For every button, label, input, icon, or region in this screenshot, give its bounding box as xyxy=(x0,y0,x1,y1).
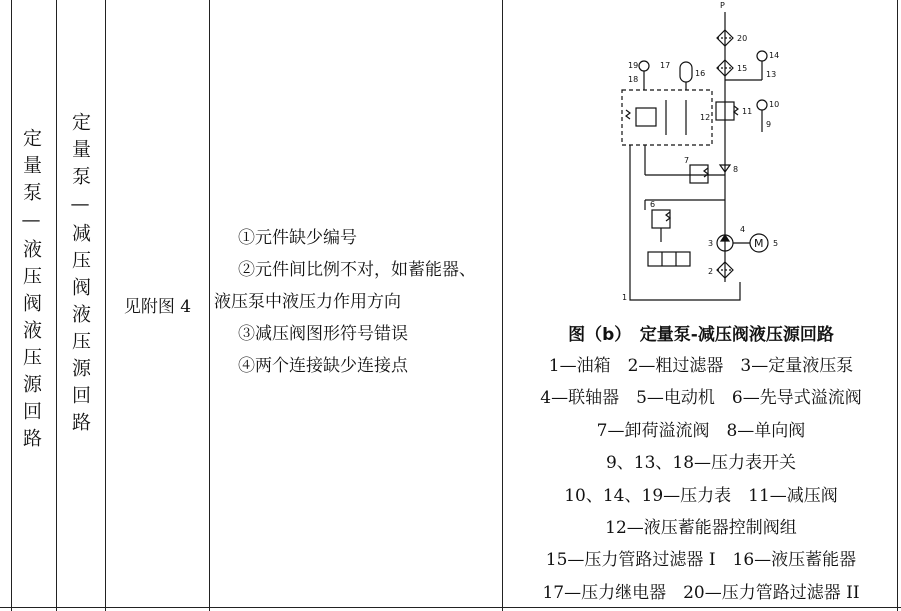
table-divider-3 xyxy=(209,0,210,611)
legend-line: 4—联轴器 5—电动机 6—先导式溢流阀 xyxy=(540,388,862,409)
diagram-label: 10 xyxy=(769,100,780,109)
figure-legend xyxy=(505,350,897,609)
relief-valve-symbol xyxy=(652,210,670,228)
diagram-label: 13 xyxy=(766,70,777,79)
legend-line: 10、14、19—压力表 11—减压阀 xyxy=(564,485,838,506)
hydraulic-circuit-diagram xyxy=(600,0,890,310)
diagram-label: 5 xyxy=(773,239,779,248)
diagram-label: 20 xyxy=(737,34,748,43)
motor-letter: M xyxy=(754,237,764,250)
legend-line: 1—油箱 2—粗过滤器 3—定量液压泵 xyxy=(548,356,854,376)
diagram-label: 1 xyxy=(622,293,628,302)
circuit-name-label: 定量泵—减压阀液压源回路 xyxy=(69,112,91,439)
accumulator-symbol xyxy=(680,62,692,82)
relief-valve-symbol xyxy=(636,108,656,126)
unloading-valve-symbol xyxy=(690,165,708,183)
issue-item: ④两个连接缺少连接点 xyxy=(238,356,408,376)
issues-list xyxy=(214,222,504,382)
circuit-category-label: 定量泵—液压阀液压源回路 xyxy=(20,128,42,455)
diagram-label: 18 xyxy=(628,75,639,84)
legend-line: 9、13、18—压力表开关 xyxy=(605,453,797,474)
diagram-label: 3 xyxy=(708,239,714,248)
issue-item: ①元件缺少编号 xyxy=(238,228,357,248)
legend-line: 15—压力管路过滤器 I 16—液压蓄能器 xyxy=(545,550,857,571)
diagram-label: 7 xyxy=(684,156,690,165)
issue-item: 液压泵中液压力作用方向 xyxy=(214,292,401,312)
diagram-label: 17 xyxy=(660,61,671,70)
table-divider-1 xyxy=(56,0,57,611)
diagram-label: 14 xyxy=(769,51,780,60)
legend-line: 7—卸荷溢流阀 8—单向阀 xyxy=(596,420,806,441)
diagram-label: 6 xyxy=(650,200,656,209)
diagram-label: 15 xyxy=(737,64,748,73)
pressure-gauge-symbol xyxy=(757,100,767,110)
diagram-label: 9 xyxy=(766,120,772,129)
diagram-label: P xyxy=(720,1,725,10)
figure-reference: 见附图 4 xyxy=(123,297,192,317)
pressure-gauge-symbol xyxy=(757,51,767,61)
diagram-label: 11 xyxy=(742,107,753,116)
table-border-right xyxy=(897,0,898,611)
diagram-label: 16 xyxy=(695,69,706,78)
issue-item: ②元件间比例不对，如蓄能器、 xyxy=(238,260,476,280)
diagram-label: 2 xyxy=(708,267,714,276)
diagram-label: 19 xyxy=(628,61,639,70)
issue-item: ③减压阀图形符号错误 xyxy=(238,324,408,344)
legend-line: 17—压力继电器 20—压力管路过滤器 II xyxy=(542,582,860,603)
diagram-label: 8 xyxy=(733,165,739,174)
table-border-left xyxy=(11,0,12,611)
figure-caption: 图（b） 定量泵-减压阀液压源回路 xyxy=(568,325,834,345)
reservoir-symbol xyxy=(630,282,740,300)
diagram-label: 4 xyxy=(740,225,746,234)
directional-valve-symbol xyxy=(648,252,690,266)
pressure-gauge-symbol xyxy=(639,61,649,71)
legend-line: 12—液压蓄能器控制阀组 xyxy=(605,518,797,539)
diagram-label: 12 xyxy=(700,113,711,122)
